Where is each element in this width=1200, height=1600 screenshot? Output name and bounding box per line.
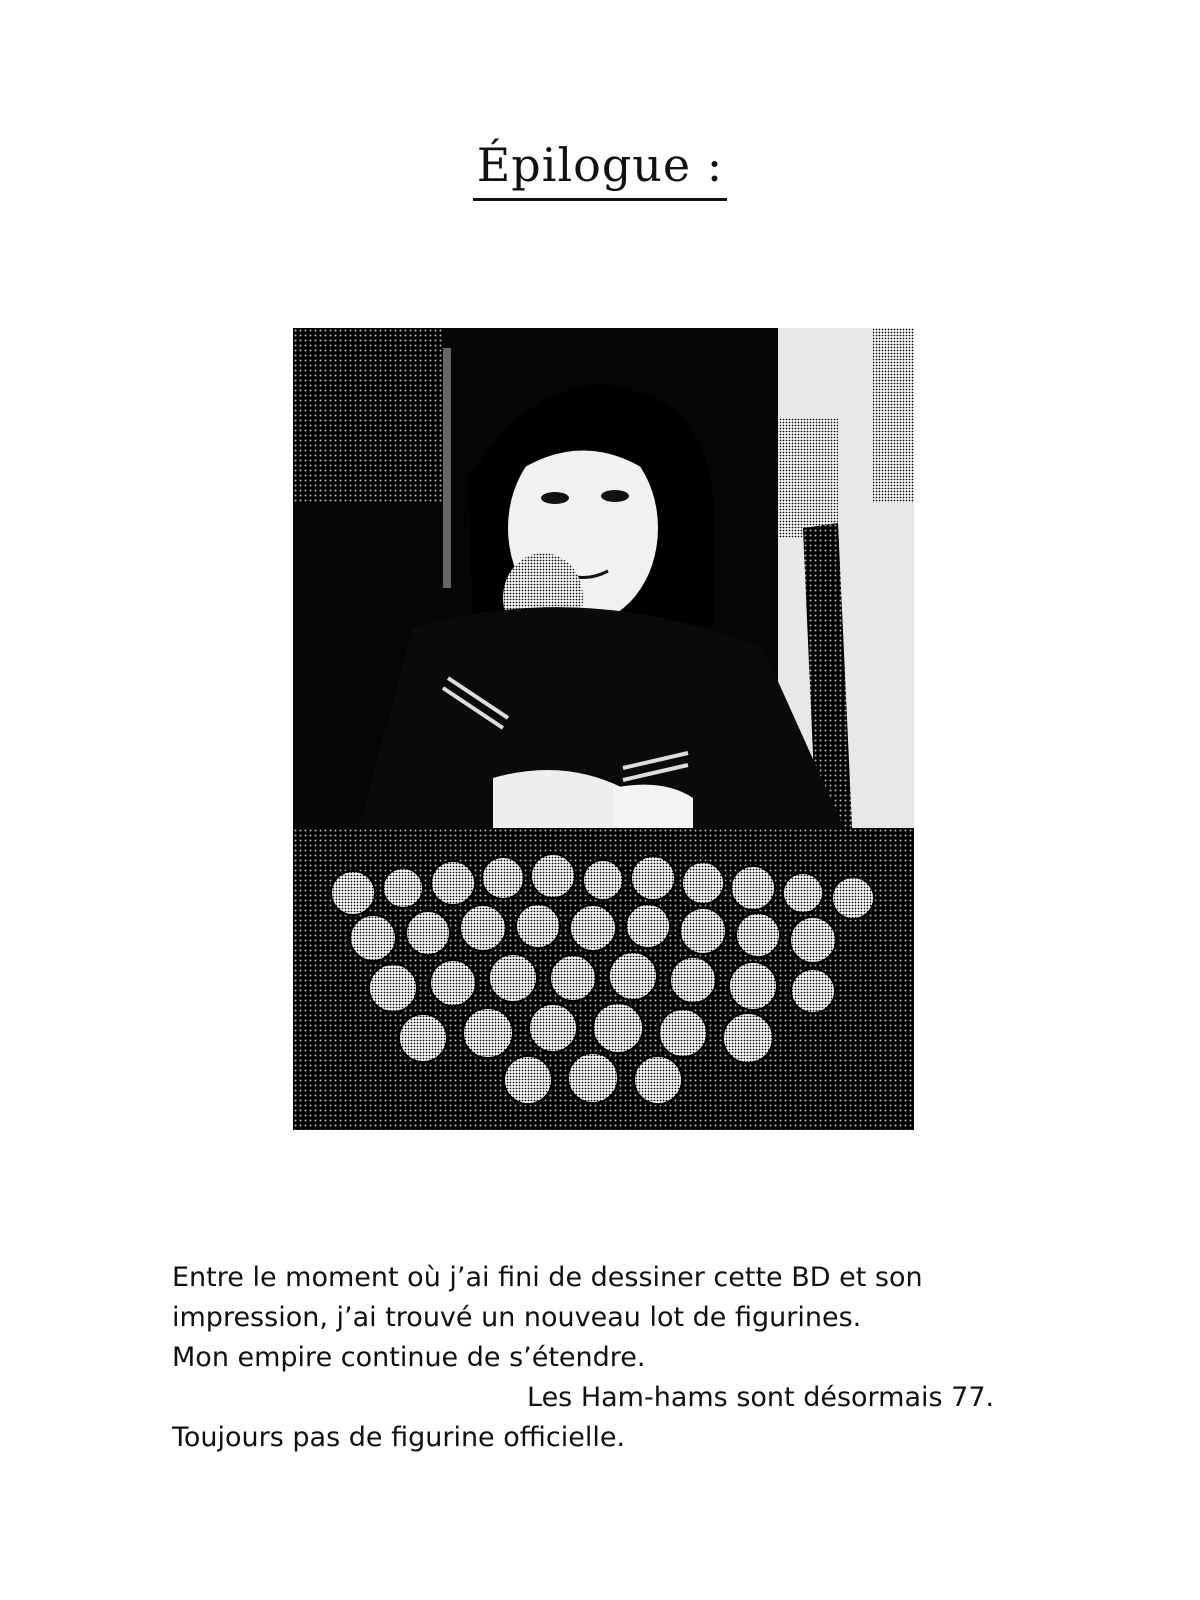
text-line: Entre le moment où j’ai fini de dessiner cette BD et son xyxy=(172,1262,923,1293)
text-line: Les Ham-hams sont désormais 77. xyxy=(527,1382,995,1413)
photo-woman-with-figurines xyxy=(293,328,914,1130)
text-line: impression, j’ai trouvé un nouveau lot de figurines. xyxy=(172,1302,862,1333)
page-title xyxy=(0,138,1200,201)
text-line: Toujours pas de figurine officielle. xyxy=(172,1422,626,1453)
page-title-text: Épilogue : xyxy=(473,138,728,201)
epilogue-text xyxy=(172,1258,1072,1458)
background-shelf xyxy=(293,328,443,503)
halftone-photo xyxy=(293,328,914,1130)
text-line: Mon empire continue de s’étendre. xyxy=(172,1342,646,1373)
